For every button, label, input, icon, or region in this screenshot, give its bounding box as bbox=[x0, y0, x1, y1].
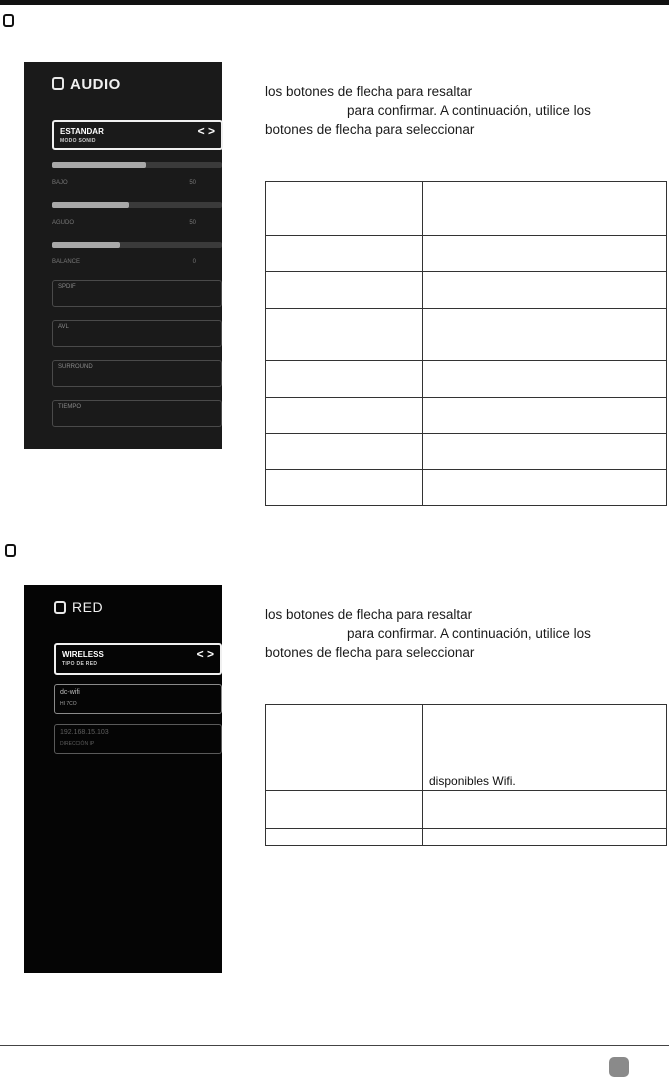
table-cell bbox=[423, 398, 667, 434]
selector-subtitle: MODO SONID bbox=[60, 138, 96, 144]
table-cell bbox=[423, 309, 667, 361]
network-detail: HI 7CO bbox=[60, 701, 77, 707]
table-cell bbox=[423, 361, 667, 398]
settings-table bbox=[265, 181, 667, 506]
table-row bbox=[266, 361, 667, 398]
table-cell bbox=[423, 434, 667, 470]
checkbox-icon bbox=[52, 77, 64, 90]
table-row bbox=[266, 434, 667, 470]
ip-address: 192.168.15.103 bbox=[60, 729, 109, 736]
slider-label: BAJO bbox=[52, 180, 68, 186]
text-line: botones de flecha para seleccionar bbox=[265, 122, 475, 137]
table-cell bbox=[423, 236, 667, 272]
top-rule bbox=[0, 0, 669, 5]
table-cell bbox=[266, 272, 423, 309]
table-cell bbox=[266, 705, 423, 791]
menu-item-avl[interactable] bbox=[52, 320, 222, 347]
item-label: SPDIF bbox=[58, 284, 76, 290]
slider-label: AGUDO bbox=[52, 220, 75, 226]
table-cell bbox=[266, 236, 423, 272]
selector-title: WIRELESS bbox=[62, 650, 104, 659]
menu-item-tiempo[interactable] bbox=[52, 400, 222, 427]
table-row bbox=[266, 791, 667, 829]
table-cell bbox=[266, 791, 423, 829]
slider-1[interactable] bbox=[52, 162, 222, 168]
table-row bbox=[266, 272, 667, 309]
table-cell bbox=[423, 272, 667, 309]
slider-treble[interactable] bbox=[52, 242, 222, 248]
menu-item-surround[interactable] bbox=[52, 360, 222, 387]
table-cell bbox=[266, 398, 423, 434]
footer-rule bbox=[0, 1045, 669, 1046]
slider-label: BALANCE bbox=[52, 259, 81, 265]
table-row bbox=[266, 705, 667, 791]
text-line: los botones de flecha para resaltar bbox=[265, 84, 473, 99]
instructions-paragraph bbox=[265, 82, 665, 139]
slider-fill bbox=[52, 162, 146, 168]
checkbox-icon bbox=[54, 601, 66, 614]
slider-value: 50 bbox=[189, 180, 196, 186]
slider-value: 0 bbox=[192, 259, 196, 265]
selector-subtitle: TIPO DE RED bbox=[62, 661, 98, 667]
text-line: los botones de flecha para resaltar bbox=[265, 607, 473, 622]
table-cell bbox=[423, 182, 667, 236]
table-cell bbox=[423, 791, 667, 829]
table-row bbox=[266, 236, 667, 272]
text-line: para confirmar. A continuación, utilice los bbox=[347, 626, 591, 641]
slider-fill bbox=[52, 242, 120, 248]
table-cell bbox=[423, 470, 667, 506]
sound-mode-selector[interactable] bbox=[52, 120, 223, 150]
table-cell-wifi: disponibles Wifi. bbox=[423, 705, 667, 791]
wifi-network-box[interactable] bbox=[54, 684, 222, 714]
selector-title: ESTANDAR bbox=[60, 127, 104, 136]
slider-bass[interactable] bbox=[52, 202, 222, 208]
network-table bbox=[265, 704, 667, 846]
audio-menu-screenshot bbox=[24, 62, 222, 449]
table-cell bbox=[266, 470, 423, 506]
table-row bbox=[266, 398, 667, 434]
slider-value: 50 bbox=[189, 220, 196, 226]
ip-label: DIRECCIÓN IP bbox=[60, 741, 95, 747]
table-row bbox=[266, 182, 667, 236]
network-type-selector[interactable] bbox=[54, 643, 222, 675]
panel-title: AUDIO bbox=[70, 76, 121, 93]
table-row bbox=[266, 829, 667, 846]
text-line: botones de flecha para seleccionar bbox=[265, 645, 475, 660]
page-number-badge bbox=[609, 1057, 629, 1077]
table-cell bbox=[423, 829, 667, 846]
ip-address-box[interactable] bbox=[54, 724, 222, 754]
table-cell bbox=[266, 361, 423, 398]
left-right-arrows-icon: < > bbox=[196, 647, 214, 661]
checkbox-icon bbox=[3, 14, 14, 27]
item-label: AVL bbox=[58, 324, 69, 330]
table-cell bbox=[266, 309, 423, 361]
item-label: TIEMPO bbox=[58, 404, 82, 410]
network-name: dc-wifi bbox=[60, 689, 80, 696]
checkbox-icon bbox=[5, 544, 16, 557]
text-line: para confirmar. A continuación, utilice los bbox=[347, 103, 591, 118]
table-cell bbox=[266, 434, 423, 470]
left-right-arrows-icon: < > bbox=[197, 124, 215, 138]
slider-fill bbox=[52, 202, 129, 208]
instructions-paragraph bbox=[265, 605, 665, 662]
table-cell bbox=[266, 829, 423, 846]
panel-title: RED bbox=[72, 599, 104, 615]
table-cell bbox=[266, 182, 423, 236]
item-label: SURROUND bbox=[58, 364, 93, 370]
menu-item-spdif[interactable] bbox=[52, 280, 222, 307]
table-row bbox=[266, 309, 667, 361]
network-menu-screenshot bbox=[24, 585, 222, 973]
table-row bbox=[266, 470, 667, 506]
